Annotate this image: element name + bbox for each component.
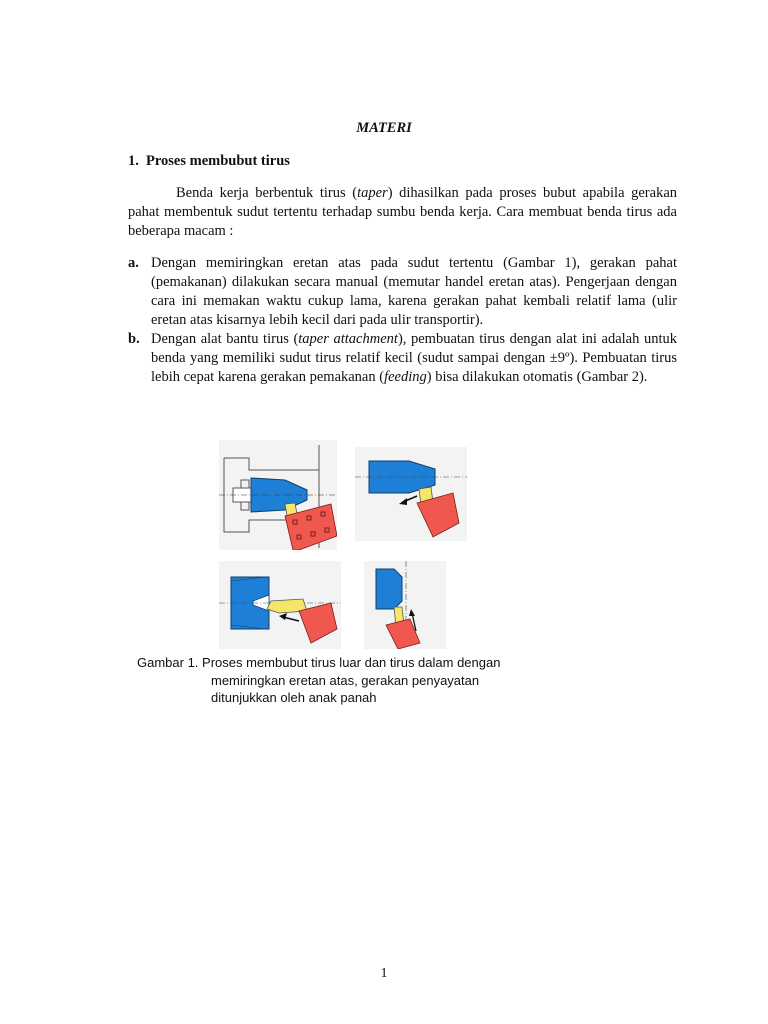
figure-external-taper-closeup: [355, 447, 467, 541]
intro-paragraph: [128, 184, 677, 241]
list-item: [128, 330, 677, 387]
item-b-term-feeding: feeding: [384, 369, 427, 385]
figure-illustration: [364, 561, 446, 649]
figure-illustration: [355, 447, 467, 541]
list-item-text: [151, 330, 677, 387]
figure-compound-rest-external-taper: [219, 440, 337, 550]
intro-term-taper: taper: [357, 185, 388, 201]
figure-internal-taper: [219, 561, 341, 649]
list-item: [128, 254, 677, 330]
list-marker: a.: [128, 255, 139, 271]
list-marker: b.: [128, 331, 140, 347]
item-b-text-3: ) bisa dilakukan otomatis (Gambar 2).: [426, 369, 648, 385]
page-heading: MATERI: [356, 120, 412, 136]
method-list: [128, 254, 677, 387]
figure-illustration: [219, 561, 341, 649]
caption-line-1: Gambar 1. Proses membubut tirus luar dan tirus dalam dengan: [137, 655, 501, 670]
item-b-term-taper-attachment: taper attachment: [298, 331, 398, 347]
section-title-text: Proses membubut tirus: [146, 153, 290, 169]
caption-line-3: ditunjukkan oleh anak panah: [211, 690, 377, 705]
section-title: [128, 153, 290, 170]
section-number: 1.: [128, 153, 139, 169]
item-b-text-2: ), pembuatan tirus dengan alat ini adalah untuk benda yang memiliki sudut tirus relatif kecil (sudut sampai dengan ±9º). Pembuatan tirus lebih cepat karena gerakan pemakanan (: [151, 331, 678, 385]
intro-text-1: Benda kerja berbentuk tirus (: [176, 185, 358, 201]
figure-internal-taper-vertical: [364, 561, 446, 649]
figure-illustration: [219, 440, 337, 550]
caption-line-2: memiringkan eretan atas, gerakan penyayatan: [211, 672, 480, 688]
intro-text-2: ) dihasilkan pada proses bubut apabila gerakan pahat membentuk sudut tertentu terhadap sumbu benda kerja. Cara membuat benda tirus ada beberapa macam :: [128, 185, 678, 239]
item-b-text-1: Dengan alat bantu tirus (: [151, 331, 299, 347]
page-number: 1: [380, 966, 388, 981]
list-item-text: Dengan memiringkan eretan atas pada sudut tertentu (Gambar 1), gerakan pahat (pemakanan) dilakukan secara manual (memutar handel eretan atas). Pengerjaan dengan cara ini memakan waktu cukup lama, karena gerakan pahat kembali relatif lama (ulir eretan atas kisarnya lebih kecil dari pada ulir transportir).: [151, 255, 677, 328]
figure-caption: [137, 654, 557, 707]
